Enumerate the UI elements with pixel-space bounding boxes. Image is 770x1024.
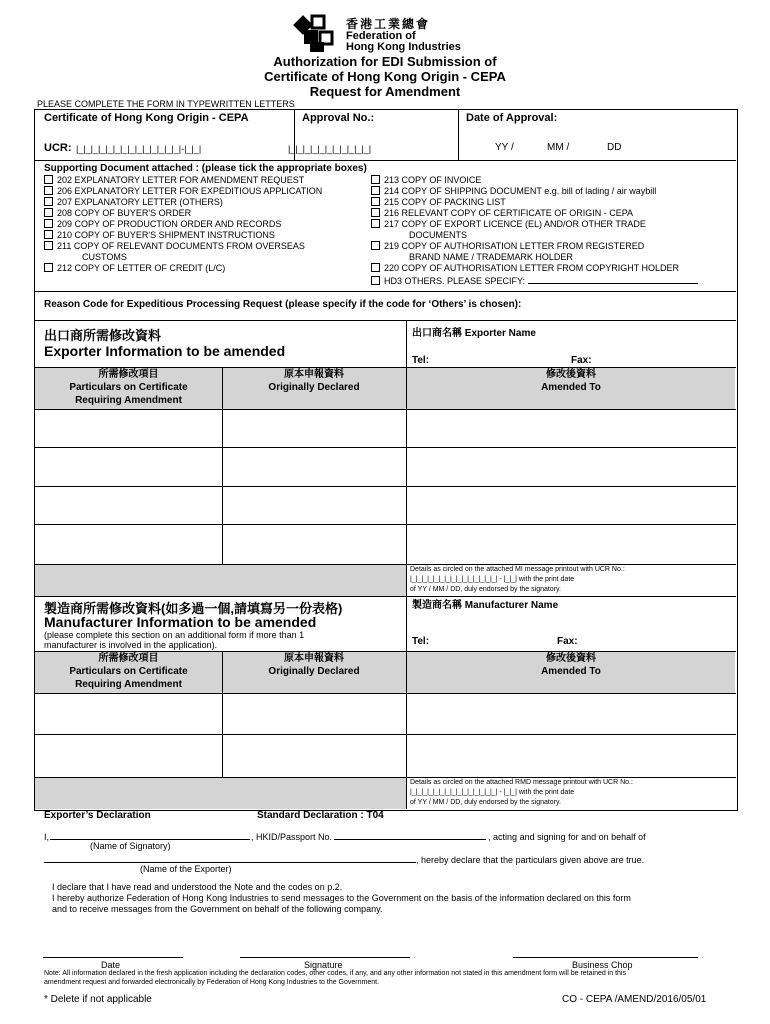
form-title-1: Authorization for EDI Submission of [273,54,497,69]
declaration-line-2: , hereby declare that the particulars given above are true. [44,853,644,865]
exporter-col-original: 原本申報資料 Originally Declared [268,369,360,393]
checkbox-icon[interactable] [371,219,380,228]
checkbox-icon[interactable] [371,263,380,272]
form-code: CO - CEPA /AMEND/2016/05/01 [562,994,707,1005]
doc-216[interactable]: 216 RELEVANT COPY OF CERTIFICATE OF ORIGIN - CEPA [371,208,698,219]
date-dd[interactable]: DD [607,142,622,153]
manufacturer-name-label: 製造商名稱 Manufacturer Name [412,600,559,611]
checkbox-icon[interactable] [44,197,53,206]
name-of-signatory-caption: (Name of Signatory) [90,841,171,851]
checkbox-icon[interactable] [371,186,380,195]
date-yy[interactable]: YY / [495,142,514,153]
manufacturer-tel-label: Tel: [412,636,430,647]
business-chop-caption: Business Chop [572,960,633,970]
declaration-paragraph: I declare that I have read and understood the Note and the codes on p.2. I hereby authorize Federation of Hong Kong Industries to send messages to the Government on the basis of the information declared on this form and to receive messages from the Government on behalf of the following company. [52,882,631,914]
doc-210[interactable]: 210 COPY OF BUYER'S SHIPMENT INSTRUCTIONS [44,230,322,241]
doc-220[interactable]: 220 COPY OF AUTHORISATION LETTER FROM COPYRIGHT HOLDER [371,263,698,274]
exporter-col-amended: 修改後資料 Amended To [541,369,601,393]
date-approval-label: Date of Approval: [466,112,558,124]
form-title-2: Certificate of Hong Kong Origin - CEPA [264,69,506,84]
manufacturer-col-amended: 修改後資料 Amended To [541,653,601,677]
doc-hd3[interactable]: HD3 OTHERS. PLEASE SPECIFY: [371,274,698,285]
doc-202[interactable]: 202 EXPLANATORY LETTER FOR AMENDMENT REQUEST [44,175,322,186]
checkbox-icon[interactable] [44,186,53,195]
doc-208[interactable]: 208 COPY OF BUYER'S ORDER [44,208,322,219]
declaration-heading: Exporter’s Declaration [44,810,151,821]
checkbox-icon[interactable] [371,197,380,206]
checkbox-icon[interactable] [371,241,380,250]
exporter-title-cn: 出口商所需修改資料 [44,328,162,343]
approval-no-label: Approval No.: [302,112,375,124]
doc-219[interactable]: 219 COPY OF AUTHORISATION LETTER FROM REGISTERED [371,241,698,252]
logo-chinese: 香港工業總會 [346,17,431,31]
manufacturer-title-en: Manufacturer Information to be amended [44,614,317,630]
signature-caption: Signature [304,960,343,970]
supporting-heading: Supporting Document attached : (please tick the appropriate boxes) [44,163,367,174]
date-line[interactable] [43,957,183,958]
doc-219-cont: BRAND NAME / TRADEMARK HOLDER [409,252,573,262]
supporting-left-list [44,175,322,274]
doc-215[interactable]: 215 COPY OF PACKING LIST [371,197,698,208]
signature-line[interactable] [240,957,410,958]
checkbox-icon[interactable] [44,263,53,272]
name-of-exporter-caption: (Name of the Exporter) [140,864,232,874]
ucr-input-boxes[interactable]: |_|_|_|_|_|_|_|_|_|_|_|_|_|_|-|_|_| [76,144,202,154]
standard-declaration: Standard Declaration : T04 [257,810,384,821]
delete-note: * Delete if not applicable [44,994,152,1005]
checkbox-icon[interactable] [44,208,53,217]
doc-209[interactable]: 209 COPY OF PRODUCTION ORDER AND RECORDS [44,219,322,230]
doc-211-cont: CUSTOMS [82,252,127,262]
hkid-field[interactable] [334,830,486,840]
doc-212[interactable]: 212 COPY OF LETTER OF CREDIT (L/C) [44,263,322,274]
declaration-line-1: I, , HKID/Passport No. , acting and signing for and on behalf of [44,832,646,842]
manufacturer-col-original: 原本申報資料 Originally Declared [268,653,360,677]
manufacturer-note-band [35,777,406,809]
logo-english-2: Hong Kong Industries [346,41,461,53]
exporter-note-band [35,564,406,596]
exporter-fax-label: Fax: [571,355,592,366]
approval-no-input-boxes[interactable]: |_|_|_|_|_|_|_|_|_|_|_| [288,144,372,154]
date-caption: Date [101,960,121,970]
manufacturer-rmd-note: Details as circled on the attached RMD message printout with UCR No.: |_|_|_|_|_|_|_|_|_|_|_|_|_|_|_| - |_|_| with the print date of YY / MM / DD, duly endorsed by the signatory. [410,779,633,806]
declaration-note: Note: All information declared in the fresh application including the declaration codes, other codes, if any, and any other information not stated in this amendment form will be retained in this amendment request and forwarded electronically by Federation of Hong Kong Industries to the Government. [44,970,626,986]
manufacturer-title-cn: 製造商所需修改資料(如多過一個,請填寫另一份表格) [44,601,343,616]
exporter-mi-note: Details as circled on the attached MI message printout with UCR No.: |_|_|_|_|_|_|_|_|_|_|_|_|_|_|_| - |_|_| with the print date of YY / MM / DD, duly endorsed by the signatory. [410,566,625,593]
manufacturer-subnote: (please complete this section on an additional form if more than 1 manufacturer is involved in the application). [44,630,305,650]
doc-211[interactable]: 211 COPY OF RELEVANT DOCUMENTS FROM OVERSEAS [44,241,322,252]
checkbox-icon[interactable] [44,241,53,250]
supporting-right-list [371,175,698,285]
checkbox-icon[interactable] [371,208,380,217]
signatory-name-field[interactable] [50,830,250,840]
business-chop-line[interactable] [513,957,698,958]
cert-label: Certificate of Hong Kong Origin - CEPA [44,112,249,124]
reason-code-label: Reason Code for Expeditious Processing Request (please specify if the code for ‘Others’ is chosen): [44,299,522,310]
exporter-tel-label: Tel: [412,355,430,366]
fhki-logo [292,14,340,54]
checkbox-icon[interactable] [44,219,53,228]
others-specify-line[interactable] [528,274,698,284]
date-mm[interactable]: MM / [547,142,570,153]
manufacturer-fax-label: Fax: [557,636,578,647]
exporter-title-en: Exporter Information to be amended [44,343,286,359]
doc-207[interactable]: 207 EXPLANATORY LETTER (OTHERS) [44,197,322,208]
doc-217[interactable]: 217 COPY OF EXPORT LICENCE (EL) AND/OR OTHER TRADE [371,219,698,230]
exporter-col-particulars: 所需修改項目 Particulars on Certificate Requiring Amendment [69,369,188,406]
form-title-3: Request for Amendment [309,84,461,99]
typewritten-instruction: PLEASE COMPLETE THE FORM IN TYPEWRITTEN LETTERS [37,99,295,109]
checkbox-icon[interactable] [371,276,380,285]
manufacturer-col-particulars: 所需修改項目 Particulars on Certificate Requiring Amendment [69,653,188,690]
exporter-name-label: 出口商名稱 Exporter Name [412,328,536,339]
checkbox-icon[interactable] [44,230,53,239]
logo-english-1: Federation of [346,30,416,42]
exporter-name-field[interactable] [44,853,416,863]
ucr-label: UCR: [44,142,72,154]
checkbox-icon[interactable] [371,175,380,184]
doc-214[interactable]: 214 COPY OF SHIPPING DOCUMENT e.g. bill of lading / air waybill [371,186,698,197]
doc-213[interactable]: 213 COPY OF INVOICE [371,175,698,186]
doc-217-cont: DOCUMENTS [409,230,467,240]
checkbox-icon[interactable] [44,175,53,184]
doc-206[interactable]: 206 EXPLANATORY LETTER FOR EXPEDITIOUS APPLICATION [44,186,322,197]
